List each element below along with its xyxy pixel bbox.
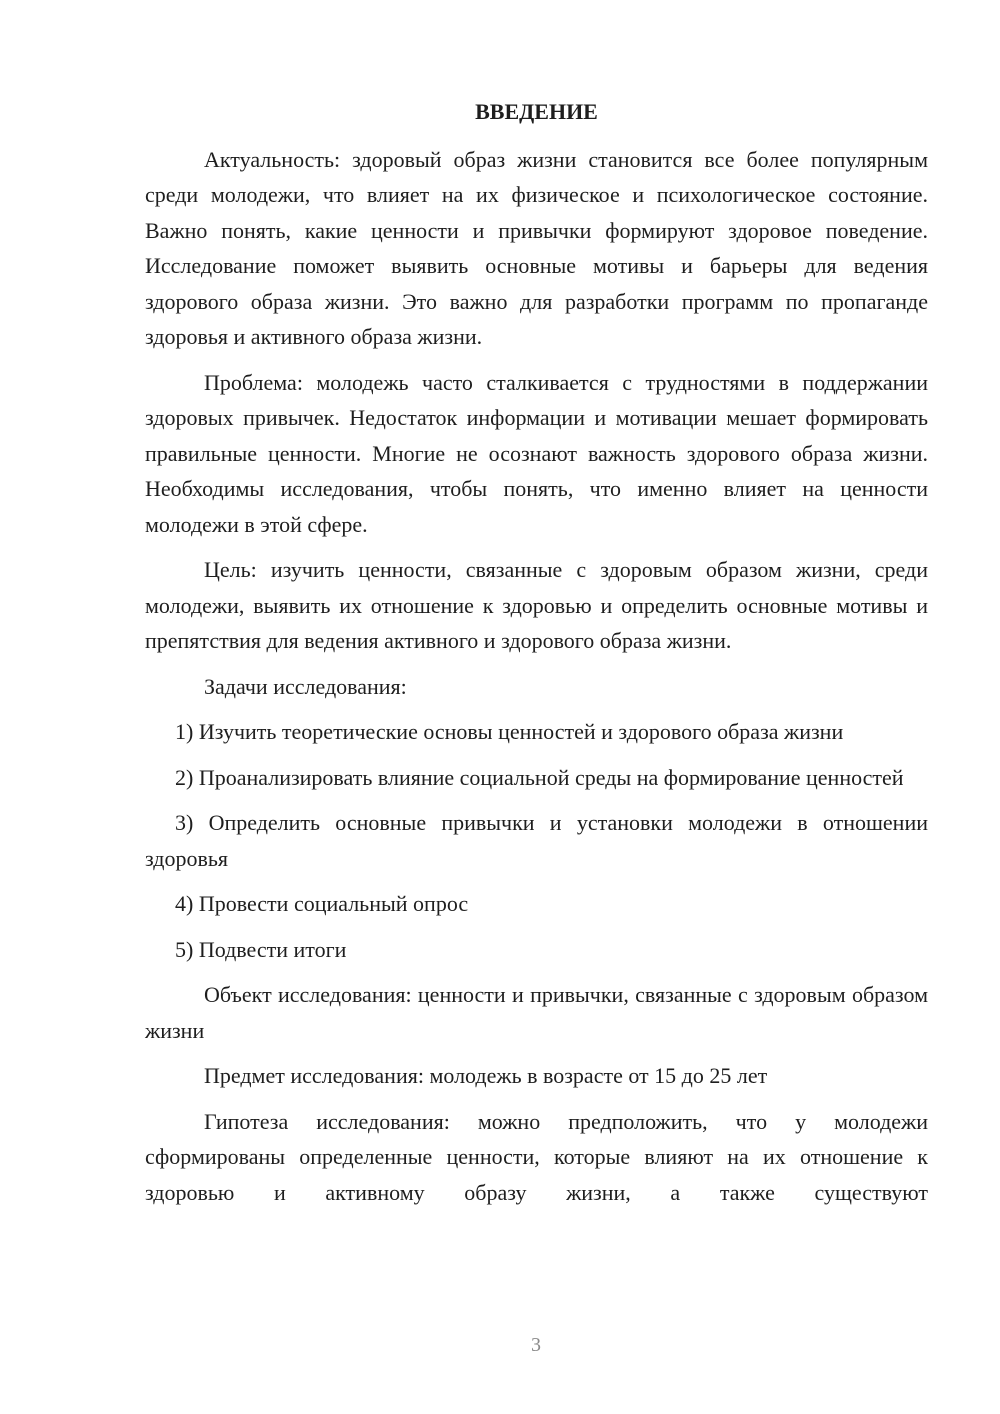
task-item: 5) Подвести итоги xyxy=(175,936,347,962)
task-item: 3) Определить основные привычки и установки молодежи в отношении здоровья xyxy=(145,810,928,871)
page-content xyxy=(145,94,928,1220)
paragraph-object: Объект исследования: ценности и привычки, связанные с здоровым образом жизни xyxy=(145,982,928,1043)
task-item: 4) Провести социальный опрос xyxy=(175,891,469,916)
paragraph-subject: Предмет исследования: молодежь в возрасте от 15 до 25 лет xyxy=(204,1063,768,1088)
paragraph-goal: Цель: изучить ценности, связанные с здоровым образом жизни, среди молодежи, выявить их отношение к здоровью и определить основные мотивы и препятствия для ведения активного и здорового образа жизни. xyxy=(145,557,928,653)
page-title: ВВЕДЕНИЕ xyxy=(475,99,598,124)
task-item: 2) Проанализировать влияние социальной среды на формирование ценностей xyxy=(175,764,904,790)
task-item: 1) Изучить теоретические основы ценностей и здорового образа жизни xyxy=(175,719,844,744)
page-number: 3 xyxy=(531,1334,541,1356)
paragraph-problem: Проблема: молодежь часто сталкивается с трудностями в поддержании здоровых привычек. Недостаток информации и мотивации мешает формировать правильные ценности. Многие не осознают важность здорового образа жизни. Необходимы исследования, чтобы понять, что именно влияет на ценности молодежи в этой сфере. xyxy=(145,369,928,537)
paragraph-hypothesis: Гипотеза исследования: можно предположить, что у молодежи сформированы определенные ценности, которые влияют на их отношение к здоровью и активному образу жизни, а также существуют xyxy=(145,1108,928,1205)
paragraph-relevance: Актуальность: здоровый образ жизни становится все более популярным среди молодежи, что влияет на их физическое и психологическое состояние. Важно понять, какие ценности и привычки формируют здоровое поведение. Исследование поможет выявить основные мотивы и барьеры для ведения здорового образа жизни. Это важно для разработки программ по пропаганде здоровья и активного образа жизни. xyxy=(145,146,928,349)
tasks-heading: Задачи исследования: xyxy=(204,673,407,699)
